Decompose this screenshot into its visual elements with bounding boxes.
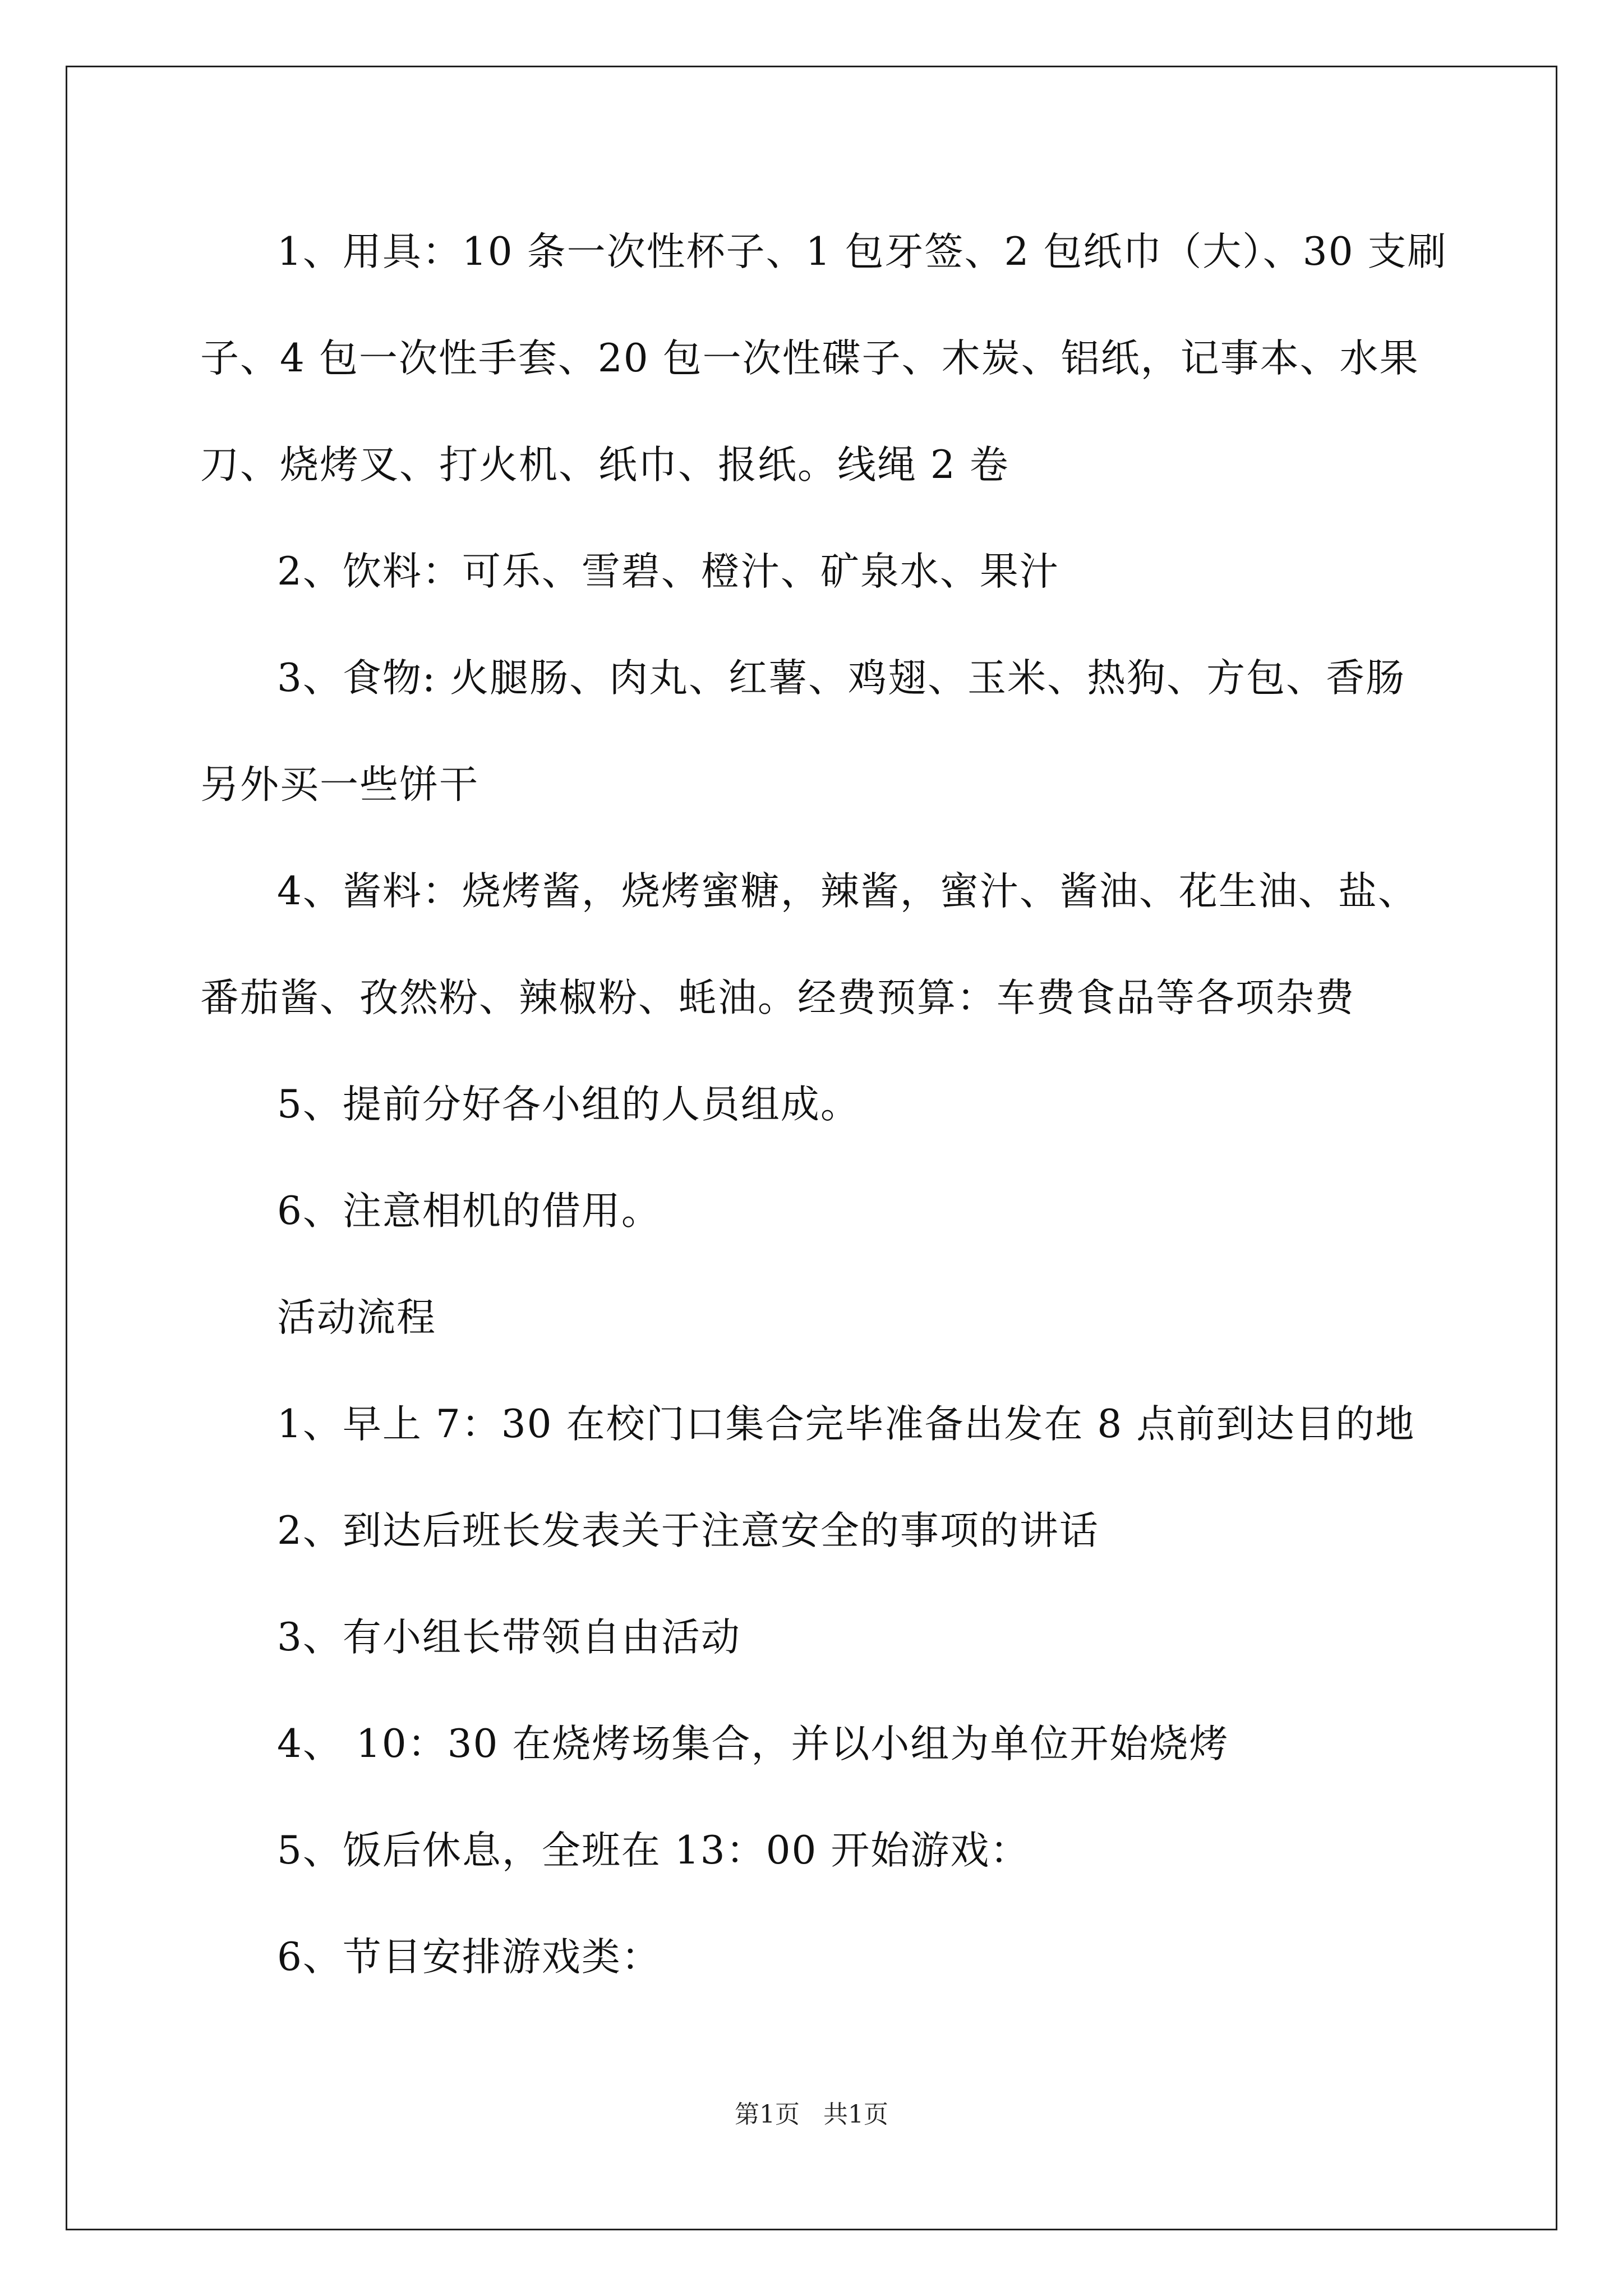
text-line: 番茄酱、孜然粉、辣椒粉、蚝油。经费预算：车费食品等各项杂费 (200, 976, 1355, 1020)
section-heading: 活动流程 (277, 1295, 436, 1340)
text-line: 子、4 包一次性手套、20 包一次性碟子、木炭、铝纸，记事本、水果 (200, 336, 1419, 381)
text-line: 1、用具：10 条一次性杯子、1 包牙签、2 包纸巾（大）、30 支刷 (277, 229, 1447, 274)
text-line: 2、饮料：可乐、雪碧、橙汁、矿泉水、果汁 (277, 549, 1059, 594)
text-line: 5、提前分好各小组的人员组成。 (277, 1082, 860, 1127)
text-line: 5、饭后休息，全班在 13：00 开始游戏： (277, 1828, 1030, 1873)
text-line: 3、食物: 火腿肠、肉丸、红薯、鸡翅、玉米、热狗、方包、香肠 (277, 656, 1406, 701)
text-line: 2、到达后班长发表关于注意安全的事项的讲话 (277, 1508, 1099, 1553)
text-line: 1、早上 7：30 在校门口集合完毕准备出发在 8 点前到达目的地 (277, 1402, 1415, 1447)
page-footer: 第1页 共1页 (735, 2100, 888, 2129)
text-line: 6、注意相机的借用。 (277, 1189, 661, 1234)
text-line: 4、 10：30 在烧烤场集合，并以小组为单位开始烧烤 (277, 1722, 1229, 1766)
text-line: 6、节目安排游戏类： (277, 1935, 661, 1980)
text-line: 刀、烧烤叉、打火机、纸巾、报纸。线绳 2 卷 (200, 443, 1009, 487)
text-line: 另外买一些饼干 (200, 762, 479, 807)
text-line: 4、酱料：烧烤酱，烧烤蜜糖，辣酱，蜜汁、酱油、花生油、盐、 (277, 869, 1418, 914)
text-line: 3、有小组长带领自由活动 (277, 1615, 741, 1660)
